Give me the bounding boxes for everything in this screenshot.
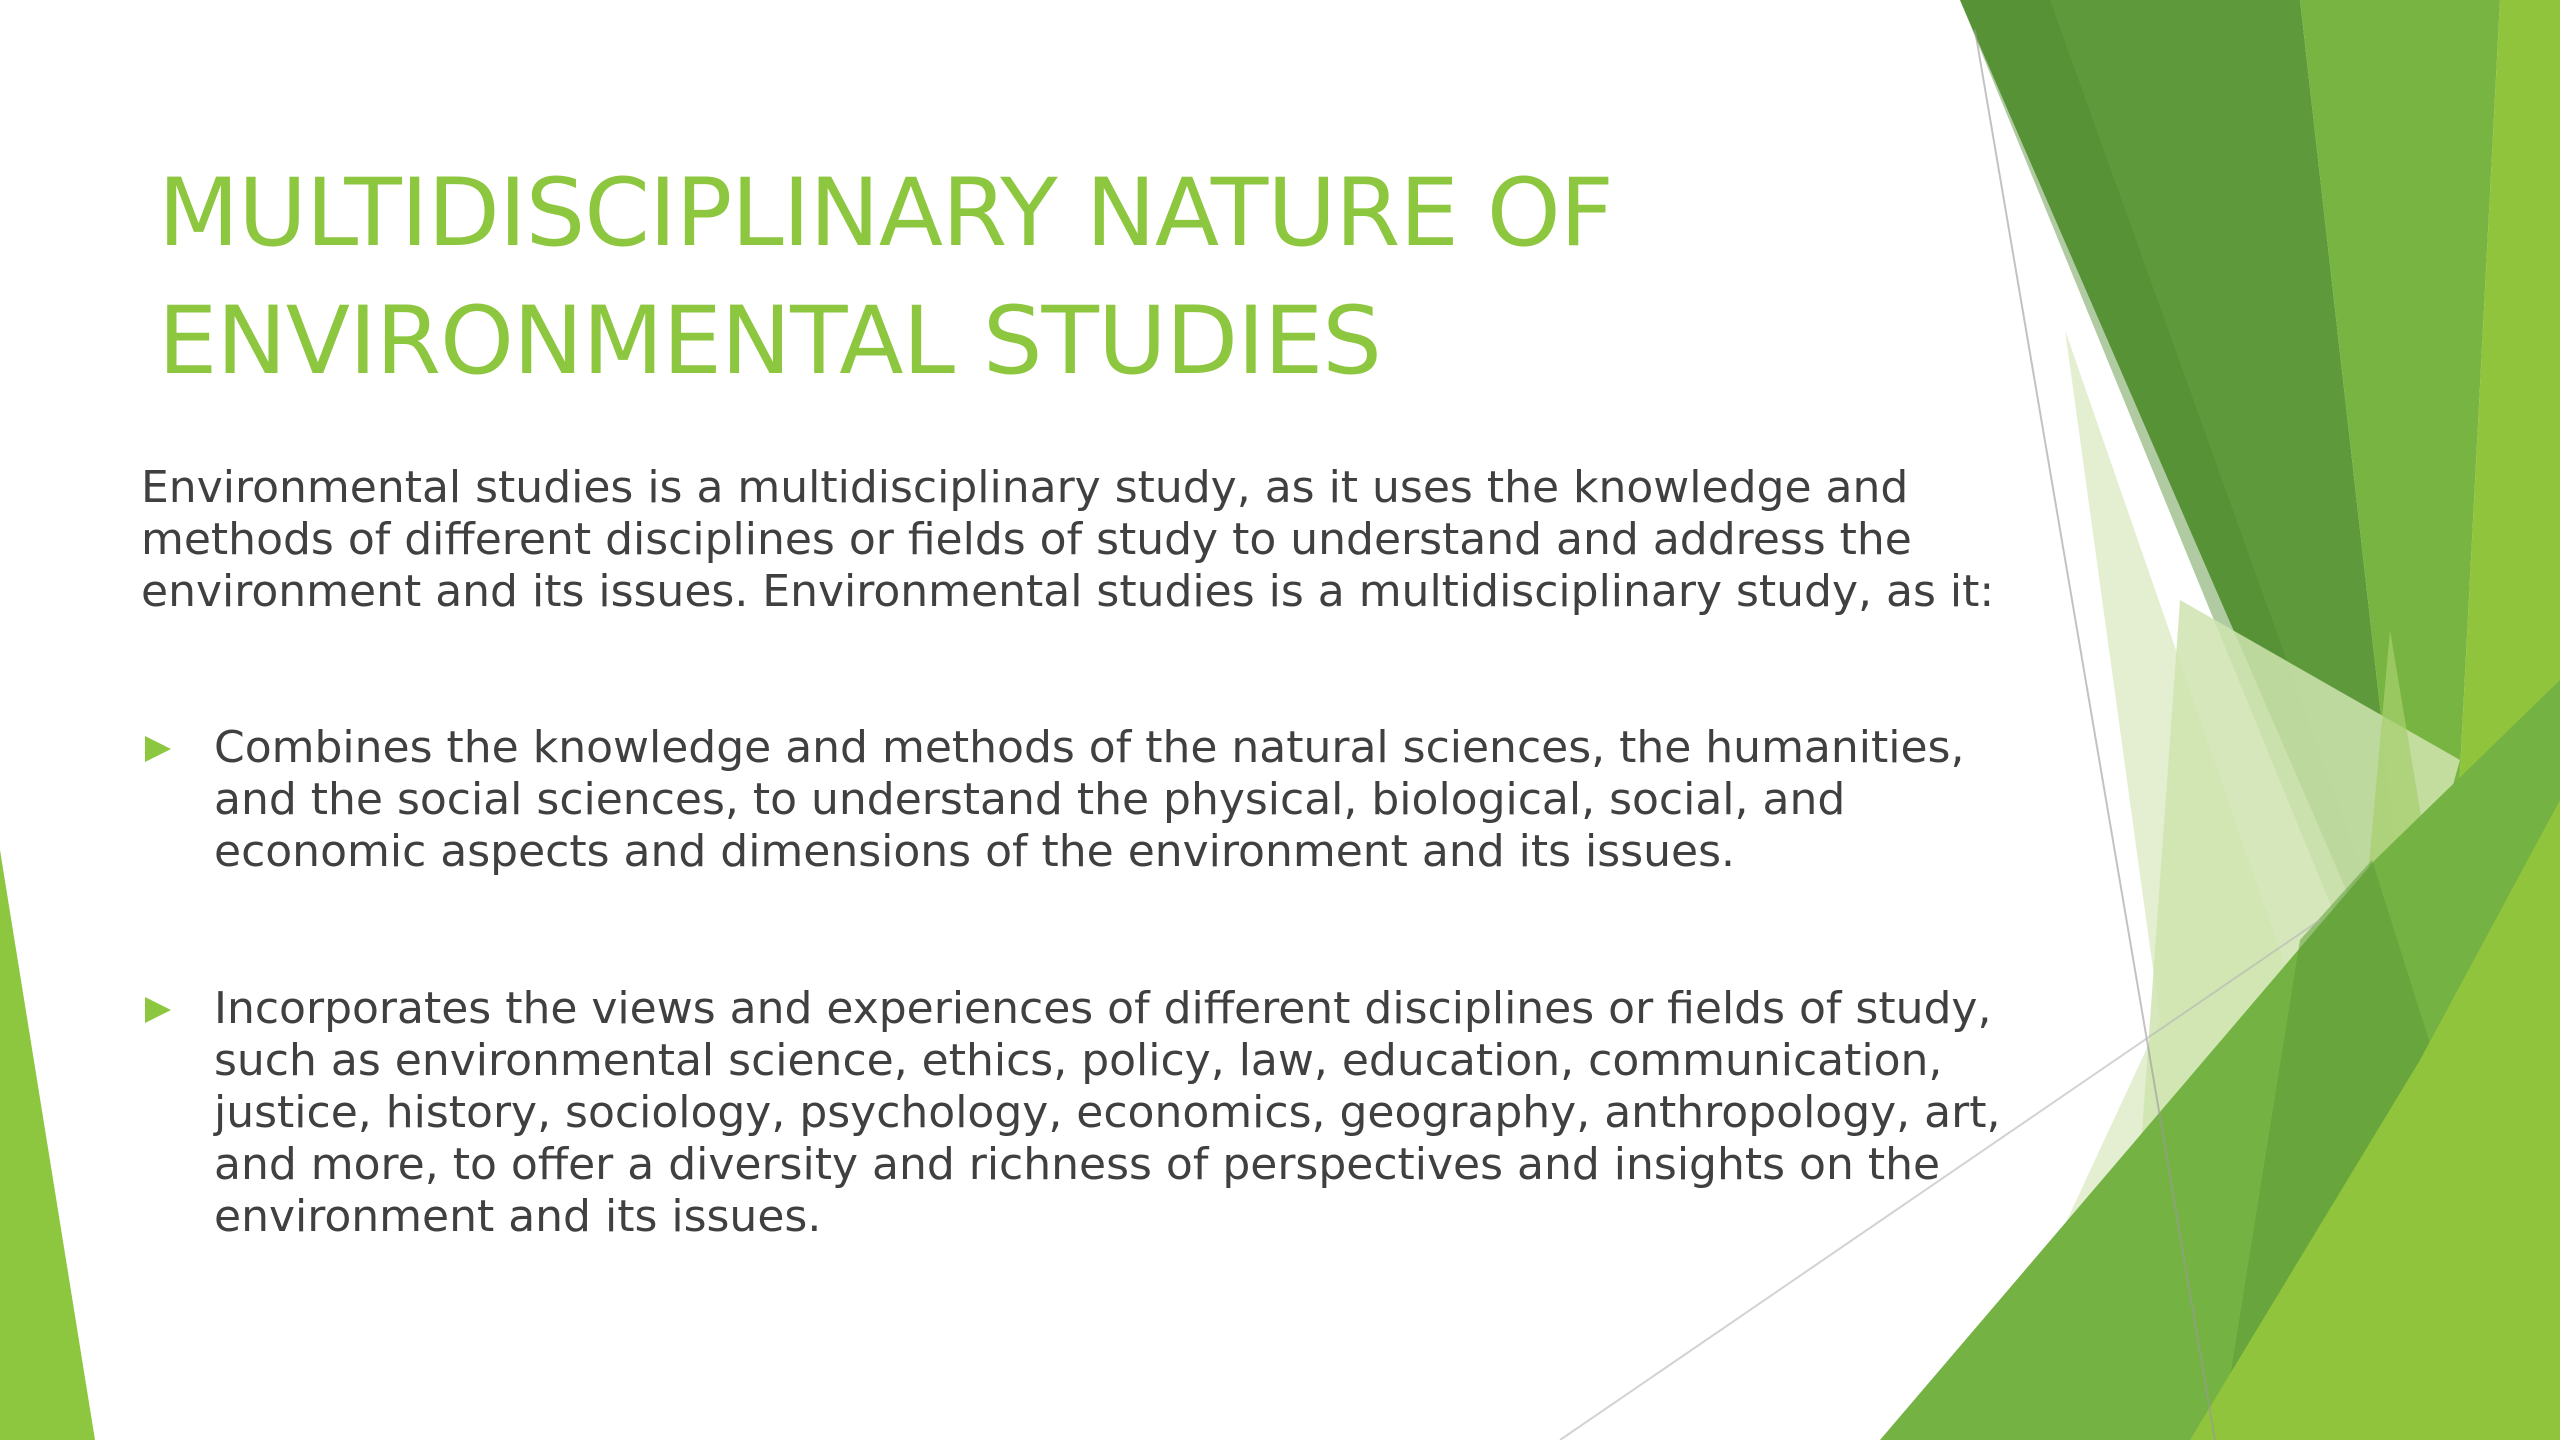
bullet-item-2 (141, 983, 2021, 1243)
slide-title (158, 150, 1858, 406)
bullet-item-1 (141, 722, 2021, 878)
slide-title-line-1: MULTIDISCIPLINARY NATURE OF (158, 159, 1613, 268)
bullet-text-1: Combines the knowledge and methods of the natural sciences, the humanities, and the social sciences, to understand the physical, biological, social, and economic aspects and dimensions of the environment and its issues. (214, 722, 1965, 877)
triangle-right-icon (145, 736, 171, 762)
slide-title-line-2: ENVIRONMENTAL STUDIES (158, 287, 1381, 396)
intro-paragraph: Environmental studies is a multidisciplinary study, as it uses the knowledge and methods of different disciplines or fields of study to understand and address the environment and its issues. Environmental studies is a multidisciplinary study, as it: (141, 462, 1995, 617)
triangle-right-icon (145, 997, 171, 1023)
bullet-text-2: Incorporates the views and experiences of different disciplines or fields of study, such as environmental science, ethics, policy, law, education, communication, justice, history, sociology, psychology, economics, geography, anthropology, art, and more, to offer a diversity and richness of perspectives and insights on the environment and its issues. (214, 983, 2001, 1242)
left-green-sliver (0, 850, 95, 1440)
